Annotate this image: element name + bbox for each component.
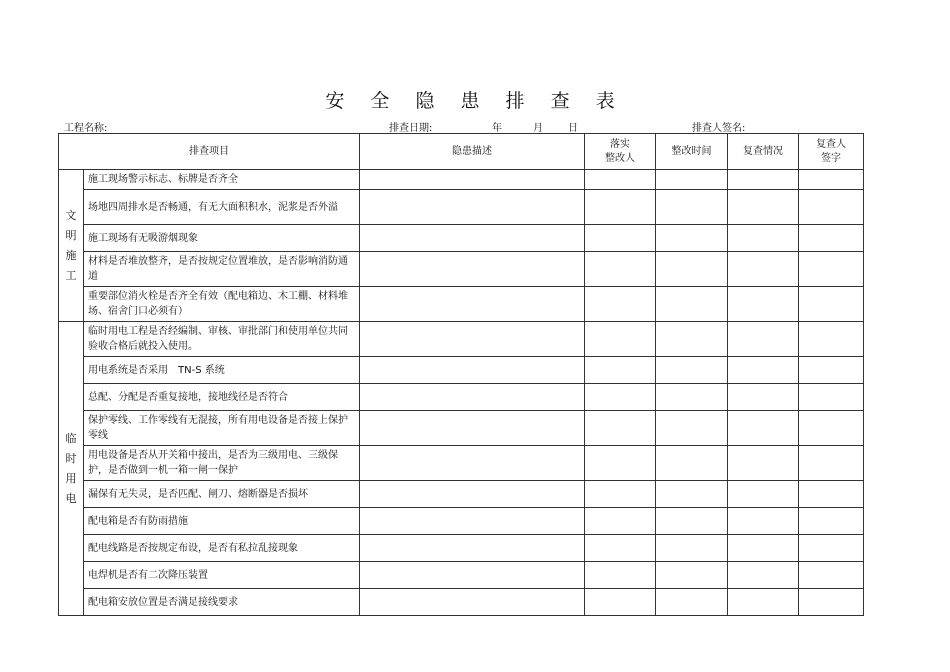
hazard-cell[interactable]	[360, 357, 585, 384]
year-label: 年	[492, 123, 502, 134]
hazard-cell[interactable]	[360, 225, 585, 252]
time-cell[interactable]	[656, 508, 728, 535]
month-label: 月	[533, 123, 543, 134]
responsible-cell[interactable]	[585, 481, 656, 508]
recheck-cell[interactable]	[728, 322, 799, 357]
table-row	[59, 562, 864, 589]
table-row	[59, 446, 864, 481]
time-cell[interactable]	[656, 170, 728, 190]
signer-cell[interactable]	[799, 481, 864, 508]
hazard-cell[interactable]	[360, 446, 585, 481]
inspection-item: 电焊机是否有二次降压装置	[84, 562, 360, 589]
recheck-cell[interactable]	[728, 287, 799, 322]
recheck-cell[interactable]	[728, 481, 799, 508]
table-row	[59, 589, 864, 616]
recheck-cell[interactable]	[728, 190, 799, 225]
table-row	[59, 384, 864, 411]
signer-cell[interactable]	[799, 508, 864, 535]
signer-cell[interactable]	[799, 562, 864, 589]
table-row	[59, 411, 864, 446]
responsible-cell[interactable]	[585, 535, 656, 562]
table-row	[59, 287, 864, 322]
signer-cell[interactable]	[799, 170, 864, 190]
signer-cell[interactable]	[799, 589, 864, 616]
time-cell[interactable]	[656, 411, 728, 446]
header-signer-line1: 复查人	[816, 138, 846, 150]
section-name: 临时用电	[65, 431, 77, 505]
table-row	[59, 357, 864, 384]
inspection-item: 施工现场警示标志、标牌是否齐全	[84, 170, 360, 190]
signer-cell[interactable]	[799, 446, 864, 481]
hazard-cell[interactable]	[360, 535, 585, 562]
recheck-cell[interactable]	[728, 562, 799, 589]
hazard-cell[interactable]	[360, 190, 585, 225]
responsible-cell[interactable]	[585, 190, 656, 225]
section-category	[59, 170, 84, 322]
inspection-item: 总配、分配是否重复接地，接地线径是否符合	[84, 384, 360, 411]
header-signer	[799, 134, 864, 170]
inspection-item: 配电箱是否有防雨措施	[84, 508, 360, 535]
hazard-cell[interactable]	[360, 252, 585, 287]
signer-cell[interactable]	[799, 190, 864, 225]
day-label: 日	[568, 123, 578, 134]
inspection-item: 临时用电工程是否经编制、审核、审批部门和使用单位共同验收合格后就投入使用。	[84, 322, 360, 357]
table-header-row	[59, 134, 864, 170]
time-cell[interactable]	[656, 322, 728, 357]
inspection-item: 漏保有无失灵，是否匹配、闸刀、熔断器是否损坏	[84, 481, 360, 508]
page-title: 安 全 隐 患 排 查 表	[325, 90, 625, 112]
hazard-cell[interactable]	[360, 589, 585, 616]
inspection-item: 用电设备是否从开关箱中接出，是否为三级用电、三级保护，是否做到一机一箱一闸一保护	[84, 446, 360, 481]
inspection-item: 保护零线、工作零线有无混接，所有用电设备是否接上保护零线	[84, 411, 360, 446]
responsible-cell[interactable]	[585, 446, 656, 481]
responsible-cell[interactable]	[585, 589, 656, 616]
time-cell[interactable]	[656, 481, 728, 508]
signer-cell[interactable]	[799, 225, 864, 252]
signer-cell[interactable]	[799, 322, 864, 357]
section-category	[59, 322, 84, 616]
hazard-cell[interactable]	[360, 384, 585, 411]
signer-cell[interactable]	[799, 384, 864, 411]
inspector-signature-label: 排查人签名:	[692, 123, 746, 134]
inspection-item: 重要部位消火栓是否齐全有效（配电箱边、木工棚、材料堆场、宿舍门口必须有）	[84, 287, 360, 322]
project-name-label: 工程名称:	[64, 123, 108, 134]
hazard-cell[interactable]	[360, 481, 585, 508]
recheck-cell[interactable]	[728, 411, 799, 446]
hazard-cell[interactable]	[360, 170, 585, 190]
header-recheck: 复查情况	[728, 134, 799, 170]
table-row	[59, 535, 864, 562]
table-row	[59, 190, 864, 225]
recheck-cell[interactable]	[728, 225, 799, 252]
responsible-cell[interactable]	[585, 508, 656, 535]
responsible-cell[interactable]	[585, 411, 656, 446]
inspection-table	[58, 133, 864, 616]
signer-cell[interactable]	[799, 287, 864, 322]
header-item: 排查项目	[59, 134, 360, 170]
header-responsible-line2: 整改人	[605, 152, 635, 164]
responsible-cell[interactable]	[585, 322, 656, 357]
time-cell[interactable]	[656, 589, 728, 616]
recheck-cell[interactable]	[728, 384, 799, 411]
recheck-cell[interactable]	[728, 589, 799, 616]
header-time: 整改时间	[656, 134, 728, 170]
hazard-cell[interactable]	[360, 322, 585, 357]
time-cell[interactable]	[656, 562, 728, 589]
time-cell[interactable]	[656, 357, 728, 384]
header-responsible-line1: 落实	[610, 138, 630, 150]
signer-cell[interactable]	[799, 252, 864, 287]
time-cell[interactable]	[656, 446, 728, 481]
table-row	[59, 170, 864, 190]
responsible-cell[interactable]	[585, 384, 656, 411]
responsible-cell[interactable]	[585, 225, 656, 252]
signer-cell[interactable]	[799, 411, 864, 446]
header-responsible	[585, 134, 656, 170]
table-row	[59, 508, 864, 535]
responsible-cell[interactable]	[585, 170, 656, 190]
recheck-cell[interactable]	[728, 446, 799, 481]
hazard-cell[interactable]	[360, 508, 585, 535]
inspection-date-label: 排查日期:	[389, 123, 433, 134]
recheck-cell[interactable]	[728, 252, 799, 287]
time-cell[interactable]	[656, 252, 728, 287]
hazard-cell[interactable]	[360, 411, 585, 446]
inspection-item: 场地四周排水是否畅通，有无大面积积水，泥浆是否外溢	[84, 190, 360, 225]
inspection-item: 施工现场有无吸游烟现象	[84, 225, 360, 252]
recheck-cell[interactable]	[728, 170, 799, 190]
signer-cell[interactable]	[799, 357, 864, 384]
time-cell[interactable]	[656, 535, 728, 562]
table-row	[59, 322, 864, 357]
signer-cell[interactable]	[799, 535, 864, 562]
table-row	[59, 252, 864, 287]
responsible-cell[interactable]	[585, 357, 656, 384]
section-name: 文明施工	[65, 208, 77, 282]
header-signer-line2: 签字	[821, 152, 841, 164]
inspection-item: 配电线路是否按规定布设，是否有私拉乱接现象	[84, 535, 360, 562]
recheck-cell[interactable]	[728, 357, 799, 384]
time-cell[interactable]	[656, 225, 728, 252]
hazard-cell[interactable]	[360, 287, 585, 322]
header-hazard: 隐患描述	[360, 134, 585, 170]
responsible-cell[interactable]	[585, 562, 656, 589]
time-cell[interactable]	[656, 384, 728, 411]
table-row	[59, 225, 864, 252]
time-cell[interactable]	[656, 190, 728, 225]
time-cell[interactable]	[656, 287, 728, 322]
recheck-cell[interactable]	[728, 508, 799, 535]
recheck-cell[interactable]	[728, 535, 799, 562]
inspection-item: 用电系统是否采用 TN-S 系统	[84, 357, 360, 384]
inspection-item: 材料是否堆放整齐，是否按规定位置堆放，是否影响消防通道	[84, 252, 360, 287]
hazard-cell[interactable]	[360, 562, 585, 589]
responsible-cell[interactable]	[585, 252, 656, 287]
responsible-cell[interactable]	[585, 287, 656, 322]
table-row	[59, 481, 864, 508]
inspection-item: 配电箱安放位置是否满足接线要求	[84, 589, 360, 616]
